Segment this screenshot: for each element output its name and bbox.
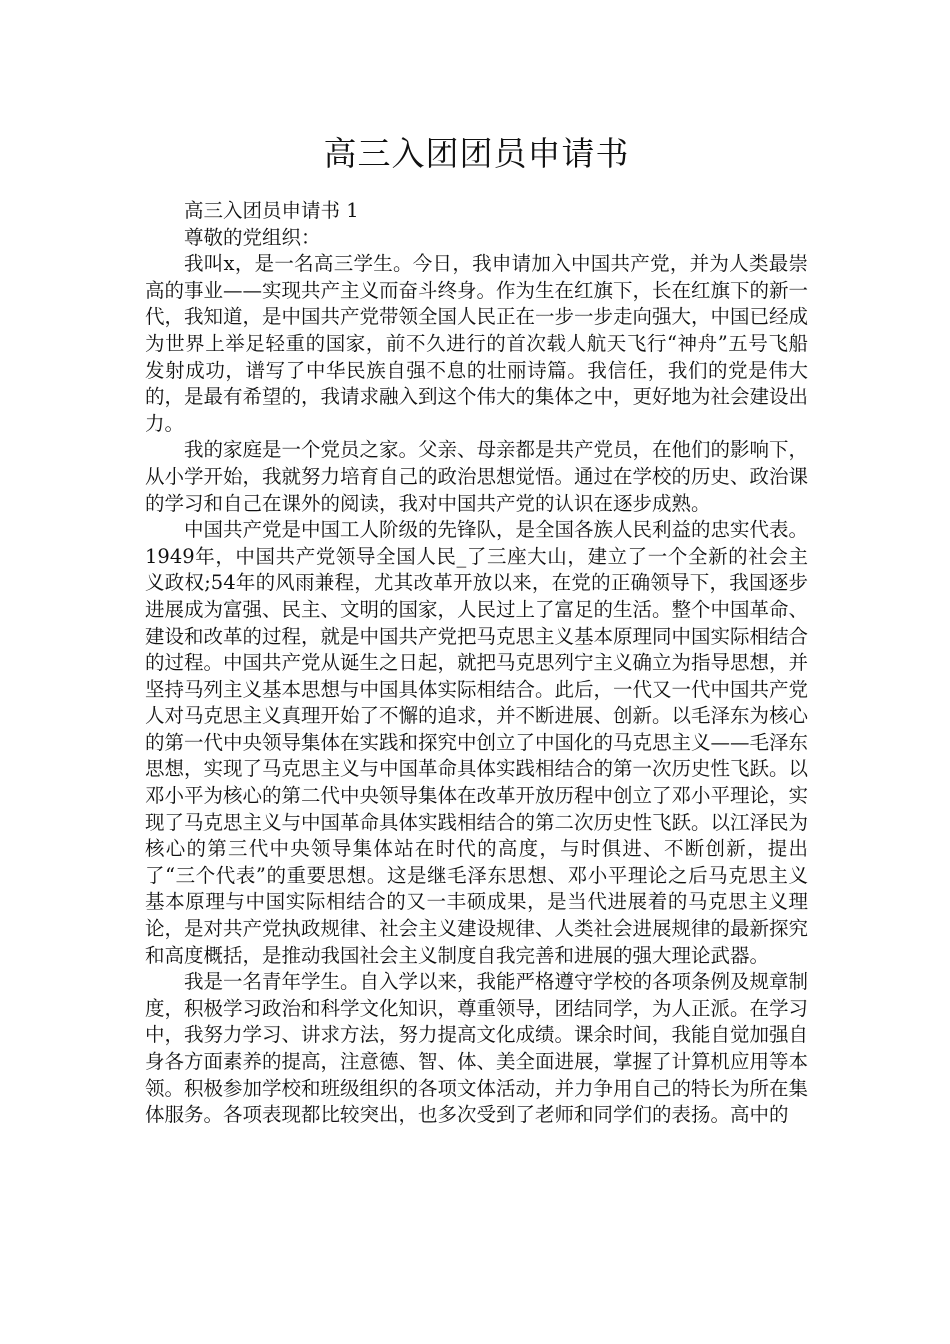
document-subtitle: 高三入团员申请书 1 (184, 199, 359, 222)
paragraph-3: 中国共产党是中国工人阶级的先锋队，是全国各族人民利益的忠实代表。1949年，中国共产党领导全国人民_了三座大山，建立了一个全新的社会主义政权;54年的风雨兼程，尤其改革开放以来，在党的正确领导下，我国逐步进展成为富强、民主、文明的国家，人民过上了富足的生活。整个中国革命、建设和改革的过程，就是中国共产党把马克思主义基本原理同中国实际相结合的过程。中国共产党从诞生之日起，就把马克思列宁主义确立为指导思想，并坚持马列主义基本思想与中国具体实际相结合。此后，一代又一代中国共产党人对马克思主义真理开始了不懈的追求，并不断进展、创新。以毛泽东为核心的第一代中央领导集体在实践和探究中创立了中国化的马克思主义——毛泽东思想，实现了马克思主义与中国革命具体实践相结合的第一次历史性飞跃。以邓小平为核心的第二代中央领导集体在改革开放历程中创立了邓小平理论，实现了马克思主义与中国革命具体实践相结合的第二次历史性飞跃。以江泽民为核心的第三代中央领导集体站在时代的高度，与时俱进、不断创新，提出了“三个代表”的重要思想。这是继毛泽东思想、邓小平理论之后马克思主义基本原理与中国实际相结合的又一丰硕成果，是当代进展着的马克思主义理论，是对共产党执政规律、社会主义建设规律、人类社会进展规律的最新探究和高度概括，是推动我国社会主义制度自我完善和进展的强大理论武器。 (145, 518, 809, 967)
paragraph-4: 我是一名青年学生。自入学以来，我能严格遵守学校的各项条例及规章制度，积极学习政治和科学文化知识，尊重领导，团结同学，为人正派。在学习中，我努力学习、讲求方法，努力提高文化成绩。课余时间，我能自觉加强自身各方面素养的提高，注意德、智、体、美全面进展，掌握了计算机应用等本领。积极参加学校和班级组织的各项文体活动，并力争用自己的特长为所在集体服务。各项表现都比较突出，也多次受到了老师和同学们的表扬。高中的 (145, 970, 809, 1127)
document-body (145, 198, 808, 1129)
paragraph-2: 我的家庭是一个党员之家。父亲、母亲都是共产党员，在他们的影响下，从小学开始，我就努力培育自己的政治思想觉悟。通过在学校的历史、政治课的学习和自己在课外的阅读，我对中国共产党的认识在逐步成熟。 (145, 438, 809, 515)
document-title: 高三入团团员申请书 (323, 134, 630, 173)
salutation: 尊敬的党组织： (184, 225, 321, 249)
paragraph-1: 我叫x，是一名高三学生。今日，我申请加入中国共产党，并为人类最崇高的事业——实现共产主义而奋斗终身。作为生在红旗下，长在红旗下的新一代，我知道，是中国共产党带领全国人民正在一步一步走向强大，中国已经成为世界上举足轻重的国家，前不久进行的首次载人航天飞行“神舟”五号飞船发射成功，谱写了中华民族自强不息的壮丽诗篇。我信任，我们的党是伟大的，是最有希望的，我请求融入到这个伟大的集体之中，更好地为社会建设出力。 (145, 252, 809, 435)
